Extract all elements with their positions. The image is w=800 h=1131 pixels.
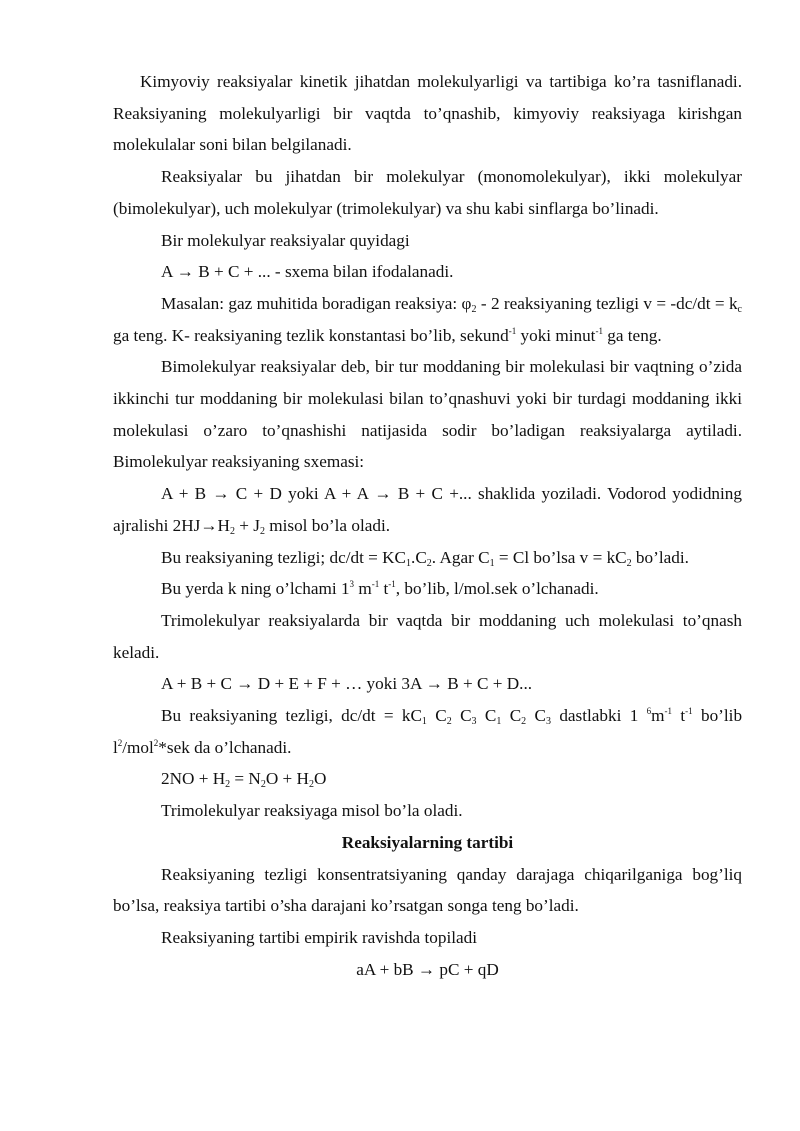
paragraph-trimolecular-definition: Trimolekulyar reaksiyalarda bir vaqtda bir moddaning uch molekulasi to’qnash keladi.: [113, 610, 742, 662]
paragraph-unimolecular-intro: Bir molekulyar reaksiyalar quyidagi: [161, 230, 410, 250]
paragraph-rate-units: Bu yerda k ning o’lchami $1^3$ $m^{-1}$ $t^{-1}$, bo’lib, l/mol.sek o’lchanadi.: [161, 579, 599, 599]
paragraph-reaction-order: Reaksiyaning tezligi konsentratsiyaning qanday darajaga chiqarilganiga bog’liq bo’lsa, reaksiya tartibi o’sha darajani ko’rsatgan songa teng bo’ladi.: [113, 864, 742, 916]
document-page: [113, 66, 742, 985]
paragraph-bimolecular-scheme: A + B → C + D yoki A + A → B + C +... shaklida yoziladi. Vodorod yodidning ajralishi $2HJ\to H_2 + J_2$ misol bo’la oladi.: [113, 484, 742, 537]
paragraph-molecularity-classes: Reaksiyalar bu jihatdan bir molekulyar (monomolekulyar), ikki molekulyar (bimolekulyar), uch molekulyar (trimolekulyar) va shu kabi sinflarga bo’linadi.: [113, 167, 742, 218]
paragraph-trimolecular-example: Trimolekulyar reaksiyaga misol bo’la oladi.: [161, 801, 463, 821]
paragraph-unimolecular-example: Masalan: gaz muhitida boradigan reaksiya: $\varphi_2 - 2$ reaksiyaning tezligi $v = -dc/dt = k_c$ ga teng. K- reaksiyaning tezlik konstantasi bo’lib, sekund$^{-1}$ yoki minut$^{-1}$ ga teng.: [113, 293, 742, 345]
scheme-trimolecular: A + B + C → D + E + F + … yoki 3A → B + C + D...: [161, 674, 533, 694]
paragraph-bimolecular-rate: Bu reaksiyaning tezligi; $dc/dt = KC_1.C_2$. Agar $C_1 = Cl$ bo’lsa $v = kC_2$ bo’ladi.: [161, 547, 689, 569]
section-heading: Reaksiyalarning tartibi: [341, 832, 514, 852]
paragraph-trimolecular-rate: Bu reaksiyaning tezligi, $dc/dt = kC_1$ $C_2$ $C_3$ $C_1$ $C_2$ $C_3$ dastlabki 1 $^6m^{-1}$ $t^{-1}$ bo’lib $l^2/mol^2*sek$ da o’lchanadi.: [113, 706, 743, 757]
paragraph-classification: Kimyoviy reaksiyalar kinetik jihatdan molekulyarligi va tartibiga ko’ra tasniflanadi. Reaksiyaning molekulyarligi bir vaqtda to’qnashib, kimyoviy reaksiyaga kirishgan molekulalar soni bilan belgilanadi.: [113, 72, 742, 155]
equation-no-h2: $2NO + H_2 = N_2O + H_2O$: [161, 769, 327, 791]
paragraph-bimolecular-definition: Bimolekulyar reaksiyalar deb, bir tur moddaning bir molekulasi bir vaqtning o’zida ikkinchi tur moddaning bir molekulasi bilan to’qnashuvi yoki bir turdagi moddaning ikki molekulasi o’zaro to’qnashishi natijasida sodir bo’ladigan reaksiyalarga aytiladi. Bimolekulyar reaksiyaning sxemasi:: [113, 357, 742, 472]
equation-general: aA + bB → pC + qD: [356, 959, 499, 979]
scheme-unimolecular: A → B + C + ... - sxema bilan ifodalanadi.: [161, 262, 454, 282]
paragraph-empirical-order: Reaksiyaning tartibi empirik ravishda topiladi: [161, 927, 477, 947]
